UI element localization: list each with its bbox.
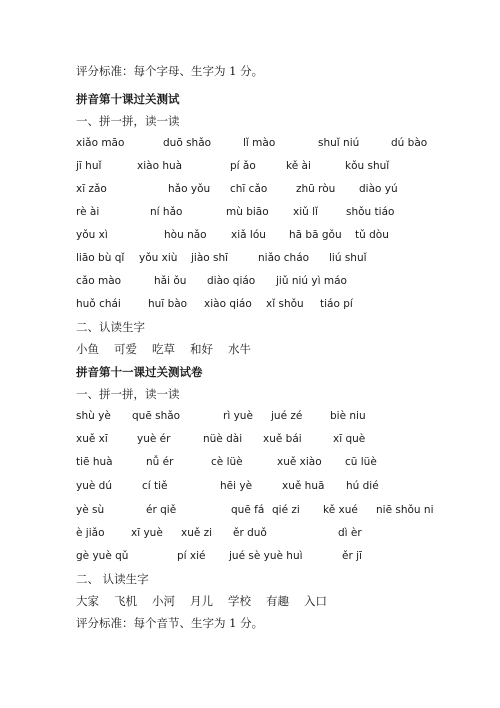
lesson10-section2-heading: 二、认读生字: [76, 320, 145, 334]
pinyin-item: duō shǎo: [163, 137, 212, 149]
pinyin-item: cǎo mào: [76, 275, 122, 287]
pinyin-item: ěr duǒ: [233, 527, 267, 539]
footer-scoring-note: 评分标准：每个音节、生字为 1 分。: [76, 616, 264, 630]
pinyin-item: hú dié: [346, 480, 379, 492]
pinyin-item: nüè dài: [203, 433, 243, 445]
word-item: 学校: [228, 594, 251, 608]
pinyin-item: zhū ròu: [296, 183, 336, 195]
pinyin-item: liú shuǐ: [329, 252, 367, 264]
pinyin-item: xuě xī: [76, 433, 108, 445]
pinyin-item: shù yè: [76, 410, 111, 422]
lesson10-word-list: [76, 344, 266, 356]
pinyin-item: rì yuè: [223, 410, 253, 422]
lesson11-section2-heading: 二、 认读生字: [76, 572, 149, 586]
pinyin-item: xuě bái: [263, 433, 302, 445]
pinyin-item: yè sù: [76, 504, 105, 516]
pinyin-item: xiào qiáo: [204, 298, 252, 310]
pinyin-item: pí xié: [177, 550, 206, 562]
pinyin-item: jiào shī: [191, 252, 229, 264]
pinyin-item: dì èr: [338, 527, 362, 539]
pinyin-item: hā bā gǒu: [289, 229, 342, 241]
pinyin-item: nǚ ér: [146, 456, 174, 468]
pinyin-item: xiǎ lóu: [231, 229, 266, 241]
lesson11-section1-heading: 一、拼一拼，读一读: [76, 387, 180, 401]
word-item: 入口: [304, 594, 327, 608]
pinyin-item: xiào huà: [137, 160, 183, 172]
pinyin-item: liāo bù qǐ: [76, 252, 125, 264]
word-item: 可爱: [114, 342, 137, 356]
pinyin-item: diào yú: [359, 183, 398, 195]
pinyin-item: mù biāo: [226, 206, 269, 218]
pinyin-item: ní hǎo: [150, 206, 183, 218]
pinyin-item: shǒu tiáo: [346, 206, 395, 218]
pinyin-item: xī què: [333, 433, 366, 445]
word-item: 月儿: [190, 594, 213, 608]
word-item: 飞机: [114, 594, 137, 608]
word-item: 小鱼: [76, 342, 99, 356]
pinyin-item: qié zi: [272, 504, 300, 516]
word-item: 大家: [76, 594, 99, 608]
pinyin-item: kě xué: [323, 504, 358, 516]
pinyin-item: lǐ mào: [243, 137, 276, 149]
lesson10-title: 拼音第十课过关测试: [76, 92, 180, 106]
pinyin-item: yuè ér: [137, 433, 171, 445]
header-scoring-note: 评分标准：每个字母、生字为 1 分。: [76, 64, 264, 78]
word-item: 小河: [152, 594, 175, 608]
pinyin-item: dú bào: [391, 137, 428, 149]
pinyin-item: kě ài: [286, 160, 311, 172]
pinyin-item: chī cǎo: [230, 183, 268, 195]
pinyin-item: xuě huā: [282, 480, 325, 492]
pinyin-item: shuǐ niú: [318, 137, 360, 149]
pinyin-item: jué zé: [271, 410, 303, 422]
pinyin-item: è jiǎo: [76, 527, 105, 539]
pinyin-item: xiǔ lǐ: [293, 206, 318, 218]
word-item: 有趣: [266, 594, 289, 608]
pinyin-item: xuě xiào: [277, 456, 322, 468]
pinyin-item: niǎo cháo: [258, 252, 310, 264]
pinyin-item: jiǔ niú yì máo: [276, 275, 347, 287]
pinyin-item: cè lüè: [211, 456, 243, 468]
pinyin-item: xuě zi: [181, 527, 213, 539]
word-item: 和好: [190, 342, 213, 356]
pinyin-item: hēi yè: [220, 480, 253, 492]
pinyin-item: hòu nǎo: [164, 229, 207, 241]
pinyin-item: tǔ dòu: [355, 229, 389, 241]
pinyin-item: tiē huà: [76, 456, 113, 468]
pinyin-item: huǒ chái: [76, 298, 121, 310]
pinyin-item: xī zǎo: [76, 183, 107, 195]
pinyin-item: jué sè yuè huì: [229, 550, 303, 562]
pinyin-item: quē shǎo: [132, 410, 181, 422]
pinyin-item: cí tiě: [142, 480, 168, 492]
pinyin-item: ěr jī: [342, 550, 362, 562]
pinyin-item: xǐ shǒu: [266, 298, 304, 310]
pinyin-item: xiǎo māo: [76, 137, 125, 149]
lesson10-section1-heading: 一、拼一拼，读一读: [76, 114, 180, 128]
pinyin-item: rè ài: [76, 206, 100, 218]
pinyin-item: quē fá: [231, 504, 265, 516]
pinyin-item: diào qiáo: [207, 275, 256, 287]
pinyin-item: gè yuè qǔ: [76, 550, 129, 562]
pinyin-item: ér qiě: [146, 504, 177, 516]
lesson11-word-list: [76, 596, 342, 608]
pinyin-item: niē shǒu ni: [376, 504, 434, 516]
pinyin-item: biè niu: [330, 410, 366, 422]
pinyin-item: jī huǐ: [76, 160, 102, 172]
pinyin-item: xī yuè: [131, 527, 163, 539]
pinyin-item: hǎi ǒu: [154, 275, 187, 287]
pinyin-item: huī bào: [148, 298, 188, 310]
word-item: 水牛: [228, 342, 251, 356]
pinyin-item: tiáo pí: [320, 298, 353, 310]
pinyin-item: hǎo yǒu: [168, 183, 211, 195]
lesson11-title: 拼音第十一课过关测试卷: [76, 365, 203, 379]
pinyin-item: kǒu shuǐ: [345, 160, 390, 172]
word-item: 吃草: [152, 342, 175, 356]
pinyin-item: cū lüè: [345, 456, 377, 468]
pinyin-item: yuè dú: [76, 480, 112, 492]
pinyin-item: yǒu xì: [76, 229, 108, 241]
pinyin-item: pí ǎo: [230, 160, 256, 172]
pinyin-item: yǒu xiù: [139, 252, 178, 264]
